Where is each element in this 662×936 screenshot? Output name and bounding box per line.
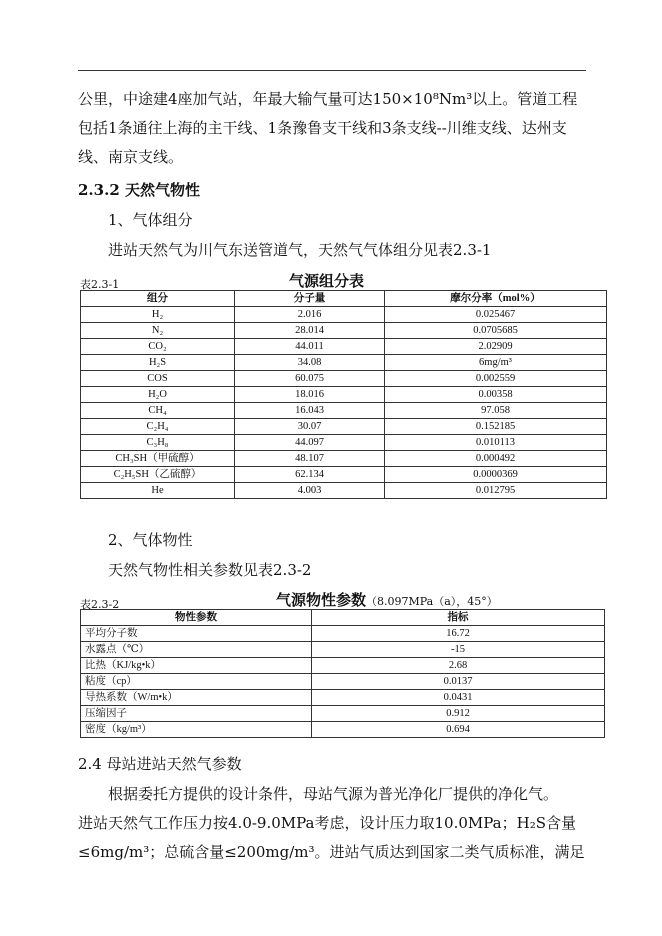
intro-line-2: 包括1条通往上海的主干线、1条豫鲁支干线和3条支线--川维支线、达州支: [78, 119, 567, 137]
section-24-line-1: 根据委托方提供的设计条件，母站气源为普光净化厂提供的净化气。: [108, 785, 559, 803]
table2-caption-number: 表2.3-2: [80, 598, 120, 611]
table2-title: 气源物性参数: [276, 591, 367, 609]
cell-molecular-weight: 16.043: [235, 403, 385, 419]
intro-line-3: 线、南京支线。: [78, 148, 184, 166]
table-row: [81, 690, 605, 706]
cell-molecular-weight: 28.014: [235, 323, 385, 339]
table-row: [81, 706, 605, 722]
cell-mole-fraction: 0.010113: [385, 435, 607, 451]
table-row: [81, 658, 605, 674]
cell-value: 0.694: [312, 722, 605, 738]
header-rule: [78, 70, 586, 71]
table-row: [81, 419, 607, 435]
cell-component: He: [81, 483, 235, 499]
cell-molecular-weight: 44.097: [235, 435, 385, 451]
cell-component: C₃H₈: [81, 435, 235, 451]
cell-component: N₂: [81, 323, 235, 339]
cell-value: 0.912: [312, 706, 605, 722]
table-row: [81, 403, 607, 419]
cell-property: 比热（KJ/kg•k）: [81, 658, 312, 674]
table-row: [81, 483, 607, 499]
table-row: [81, 451, 607, 467]
cell-molecular-weight: 34.08: [235, 355, 385, 371]
cell-molecular-weight: 18.016: [235, 387, 385, 403]
cell-property: 压缩因子: [81, 706, 312, 722]
table-header-row: [81, 610, 605, 626]
table-row: [81, 387, 607, 403]
header-value: 指标: [312, 610, 605, 626]
cell-component: H₂O: [81, 387, 235, 403]
cell-property: 水露点（℃）: [81, 642, 312, 658]
cell-component: CH₃SH（甲硫醇）: [81, 451, 235, 467]
cell-value: 0.0137: [312, 674, 605, 690]
table-row: [81, 674, 605, 690]
cell-mole-fraction: 0.002559: [385, 371, 607, 387]
section-24-line-2: 进站天然气工作压力按4.0-9.0MPa考虑，设计压力取10.0MPa；H₂S含量: [78, 814, 576, 832]
composition-table: [80, 290, 607, 499]
cell-property: 平均分子数: [81, 626, 312, 642]
cell-mole-fraction: 0.152185: [385, 419, 607, 435]
cell-molecular-weight: 48.107: [235, 451, 385, 467]
cell-value: 16.72: [312, 626, 605, 642]
table-row: [81, 435, 607, 451]
cell-component: CH₄: [81, 403, 235, 419]
cell-molecular-weight: 4.003: [235, 483, 385, 499]
table2-title-note: （8.097MPa（a），45°）: [366, 595, 498, 608]
table1-caption-number: 表2.3-1: [80, 278, 120, 291]
cell-mole-fraction: 0.025467: [385, 307, 607, 323]
table-header-row: [81, 291, 607, 307]
cell-component: CO₂: [81, 339, 235, 355]
cell-property: 密度（kg/m³）: [81, 722, 312, 738]
subheading-gas-properties: 2、气体物性: [108, 531, 193, 549]
table-row: [81, 467, 607, 483]
header-property: 物性参数: [81, 610, 312, 626]
cell-component: COS: [81, 371, 235, 387]
cell-value: 0.0431: [312, 690, 605, 706]
section-24-line-3: ≤6mg/m³；总硫含量≤200mg/m³。进站气质达到国家二类气质标准，满足: [78, 843, 585, 861]
table2-title-wrap: [276, 589, 498, 610]
composition-intro-text: 进站天然气为川气东送管道气，天然气气体组分见表2.3-1: [108, 241, 492, 259]
cell-value: 2.68: [312, 658, 605, 674]
header-component: 组分: [81, 291, 235, 307]
subheading-gas-composition: 1、气体组分: [108, 211, 193, 229]
cell-component: H₂: [81, 307, 235, 323]
properties-intro-text: 天然气物性相关参数见表2.3-2: [108, 561, 312, 579]
table-row: [81, 355, 607, 371]
cell-component: H₂S: [81, 355, 235, 371]
cell-mole-fraction: 0.0705685: [385, 323, 607, 339]
cell-mole-fraction: 97.058: [385, 403, 607, 419]
cell-mole-fraction: 0.00358: [385, 387, 607, 403]
cell-molecular-weight: 62.134: [235, 467, 385, 483]
header-molecular-weight: 分子量: [235, 291, 385, 307]
cell-mole-fraction: 0.000492: [385, 451, 607, 467]
header-mole-fraction: 摩尔分率（mol%）: [385, 291, 607, 307]
cell-mole-fraction: 2.02909: [385, 339, 607, 355]
table1-title: 气源组分表: [289, 272, 365, 290]
table-row: [81, 722, 605, 738]
section-heading-2-4: 2.4 母站进站天然气参数: [78, 755, 242, 773]
cell-mole-fraction: 0.012795: [385, 483, 607, 499]
intro-line-1: 公里，中途建4座加气站，年最大输气量可达150×10⁸Nm³以上。管道工程: [78, 90, 578, 108]
cell-molecular-weight: 30.07: [235, 419, 385, 435]
table-row: [81, 371, 607, 387]
table-row: [81, 307, 607, 323]
cell-property: 粘度（cp）: [81, 674, 312, 690]
cell-molecular-weight: 2.016: [235, 307, 385, 323]
table-row: [81, 626, 605, 642]
section-heading-2-3-2: 2.3.2 天然气物性: [78, 181, 200, 199]
cell-mole-fraction: 0.0000369: [385, 467, 607, 483]
cell-molecular-weight: 60.075: [235, 371, 385, 387]
properties-table: [80, 609, 605, 738]
table-row: [81, 642, 605, 658]
table-row: [81, 323, 607, 339]
cell-value: -15: [312, 642, 605, 658]
cell-molecular-weight: 44.011: [235, 339, 385, 355]
table-row: [81, 339, 607, 355]
cell-property: 导热系数（W/m•k）: [81, 690, 312, 706]
cell-component: C₂H₄: [81, 419, 235, 435]
cell-component: C₂H₅SH（乙硫醇）: [81, 467, 235, 483]
cell-mole-fraction: 6mg/m³: [385, 355, 607, 371]
